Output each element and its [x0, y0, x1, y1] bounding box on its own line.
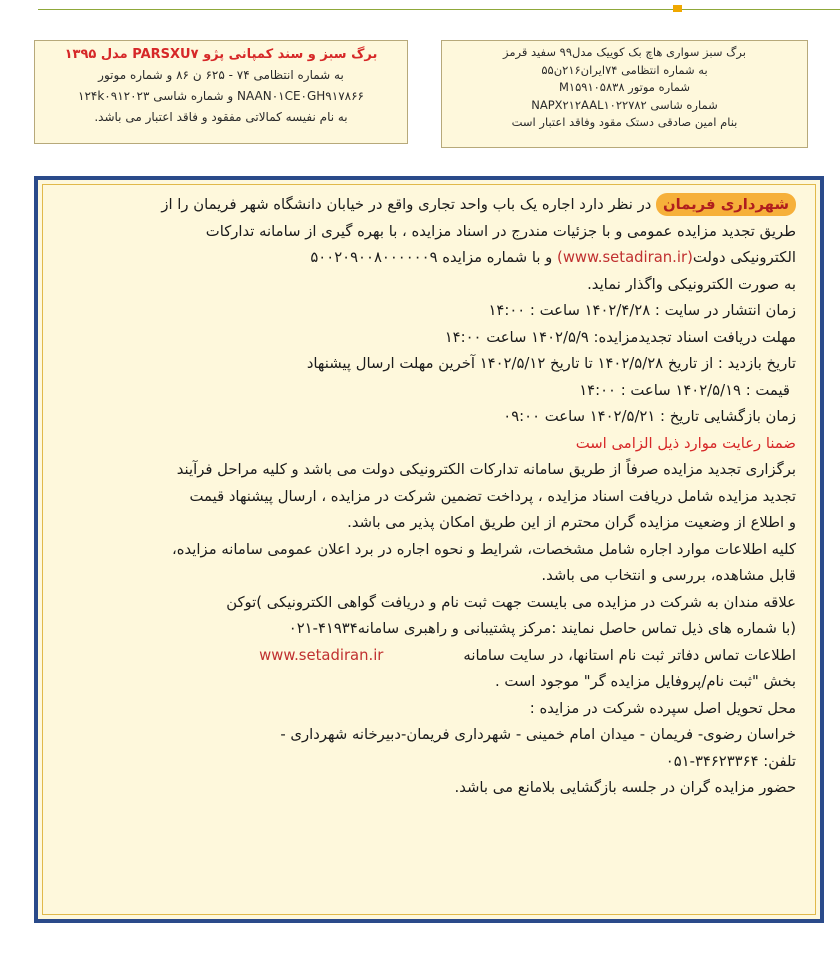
announcement-line: و اطلاع از وضعیت مزایده گران محترم از این طریق امکان پذیر می باشد. [347, 514, 796, 531]
announcement-text: الکترونیکی دولت [692, 249, 796, 266]
top-divider-line [38, 9, 840, 10]
announcement-line [62, 192, 796, 219]
announcement-line: علاقه مندان به شرکت در مزایده می بایست جهت ثبت نام و دریافت گواهی الکترونیکی )توکن [226, 593, 796, 611]
announcement-text: در نظر دارد اجاره یک باب واحد تجاری واقع در خیابان دانشگاه شهر فریمان را از [161, 196, 657, 213]
auction-number: و با شماره مزایده ۵۰۰۲۰۹۰۰۸۰۰۰۰۰۰۹ [310, 249, 558, 266]
announcement-line: به صورت الکترونیکی واگذار نماید. [587, 275, 796, 293]
notice-right-line: شماره موتور M۱۵۹۱۰۵۸۳۸ [559, 80, 690, 94]
announcement-line [62, 245, 796, 272]
announcement-line: محل تحویل اصل سپرده شرکت در مزایده : [529, 699, 796, 717]
visit-dates: تاریخ بازدید : از تاریخ ۱۴۰۲/۵/۲۸ تا تاریخ ۱۴۰۲/۵/۱۲ آخرین مهلت ارسال پیشنهاد [306, 355, 796, 372]
lost-document-notice-left [34, 40, 408, 144]
setadiran-link[interactable]: www.setadiran.ir [259, 646, 384, 664]
announcement-text: اطلاعات تماس دفاتر ثبت نام استانها، در سایت سامانه [463, 646, 796, 664]
notice-left-line: NAAN۰۱CE۰GH۹۱۷۸۶۶ و شماره شاسی ۱۲۴k۰۹۱۲۰۲۳ [78, 89, 364, 103]
lost-document-notice-right [441, 40, 808, 148]
announcement-line: برگزاری تجدید مزایده صرفاً از طریق سامانه تدارکات الکترونیکی دولت می باشد و کلیه مراحل فرآیند [176, 461, 796, 478]
announcement-line: کلیه اطلاعات موارد اجاره شامل مشخصات، شرایط و نحوه اجاره در برد اعلان عمومی سامانه مزایده، [172, 540, 796, 558]
contact-phone: تلفن: ۳۴۶۲۳۳۶۴-۰۵۱ [665, 752, 796, 770]
announcement-line: طریق تجدید مزایده عمومی و با جزئیات مندرج در اسناد مزایده ، با بهره گیری از سامانه تدارکات [205, 222, 796, 240]
document-deadline: مهلت دریافت اسناد تجدیدمزایده: ۱۴۰۲/۵/۹ ساعت ۱۴:۰۰ [444, 328, 796, 346]
top-divider-marker [673, 5, 682, 12]
auction-announcement-box [34, 176, 824, 923]
announcement-line: بخش "ثبت نام/پروفایل مزایده گر" موجود است . [494, 673, 796, 690]
org-name-highlight: شهرداری فریمان [656, 193, 796, 216]
publish-time: زمان انتشار در سایت : ۱۴۰۲/۴/۲۸ ساعت : ۱۴:۰۰ [488, 302, 796, 319]
setadiran-link[interactable]: (www.setadiran.ir) [557, 249, 693, 266]
support-phone: (با شماره های ذیل تماس حاصل نمایند :مرکز پشتیبانی و راهبری سامانه۴۱۹۳۴-۰۲۱ [288, 620, 796, 637]
announcement-body [62, 192, 796, 802]
notice-right-line: شماره شاسی NAPX۲۱۲AAL۱۰۲۲۷۸۲ [531, 97, 718, 112]
notice-right-line: بنام امین صادقی دستک مقود وفاقد اعتبار است [511, 115, 738, 129]
announcement-line [62, 643, 796, 670]
notice-right-line: برگ سبز سواری هاچ بک کوییک مدل۹۹ سفید قرمز [503, 45, 746, 59]
price-deadline: قیمت : ۱۴۰۲/۵/۱۹ ساعت : ۱۴:۰۰ [579, 381, 790, 399]
delivery-address: خراسان رضوی- فریمان - میدان امام خمینی - شهرداری فریمان-دبیرخانه شهرداری - [280, 726, 796, 743]
notice-right-line: به شماره انتظامی ۷۴ایران۲۱۶ن۵۵ [541, 62, 708, 77]
notice-left-line: برگ سبز و سند کمپانی پژو PARSXU۷ مدل ۱۳۹۵ [64, 47, 378, 62]
announcement-line: تجدید مزایده شامل دریافت اسناد مزایده ، پرداخت تضمین شرکت در مزایده ، ارسال پیشنهاد قیمت [189, 487, 796, 505]
announcement-line: قابل مشاهده، بررسی و انتخاب می باشد. [541, 567, 796, 584]
opening-time: زمان بازگشایی تاریخ : ۱۴۰۲/۵/۲۱ ساعت ۰۹:۰۰ [503, 408, 796, 425]
notice-left-line: به شماره انتظامی ۷۴ - ۶۲۵ ن ۸۶ و شماره موتور [98, 68, 344, 82]
requirements-heading: ضمنا رعایت موارد ذیل الزامی است [575, 434, 796, 452]
notice-left-line: به نام نفیسه کمالاتی مفقود و فاقد اعتبار می باشد. [94, 110, 348, 124]
announcement-line: حضور مزایده گران در جلسه بازگشایی بلامانع می باشد. [454, 779, 796, 796]
